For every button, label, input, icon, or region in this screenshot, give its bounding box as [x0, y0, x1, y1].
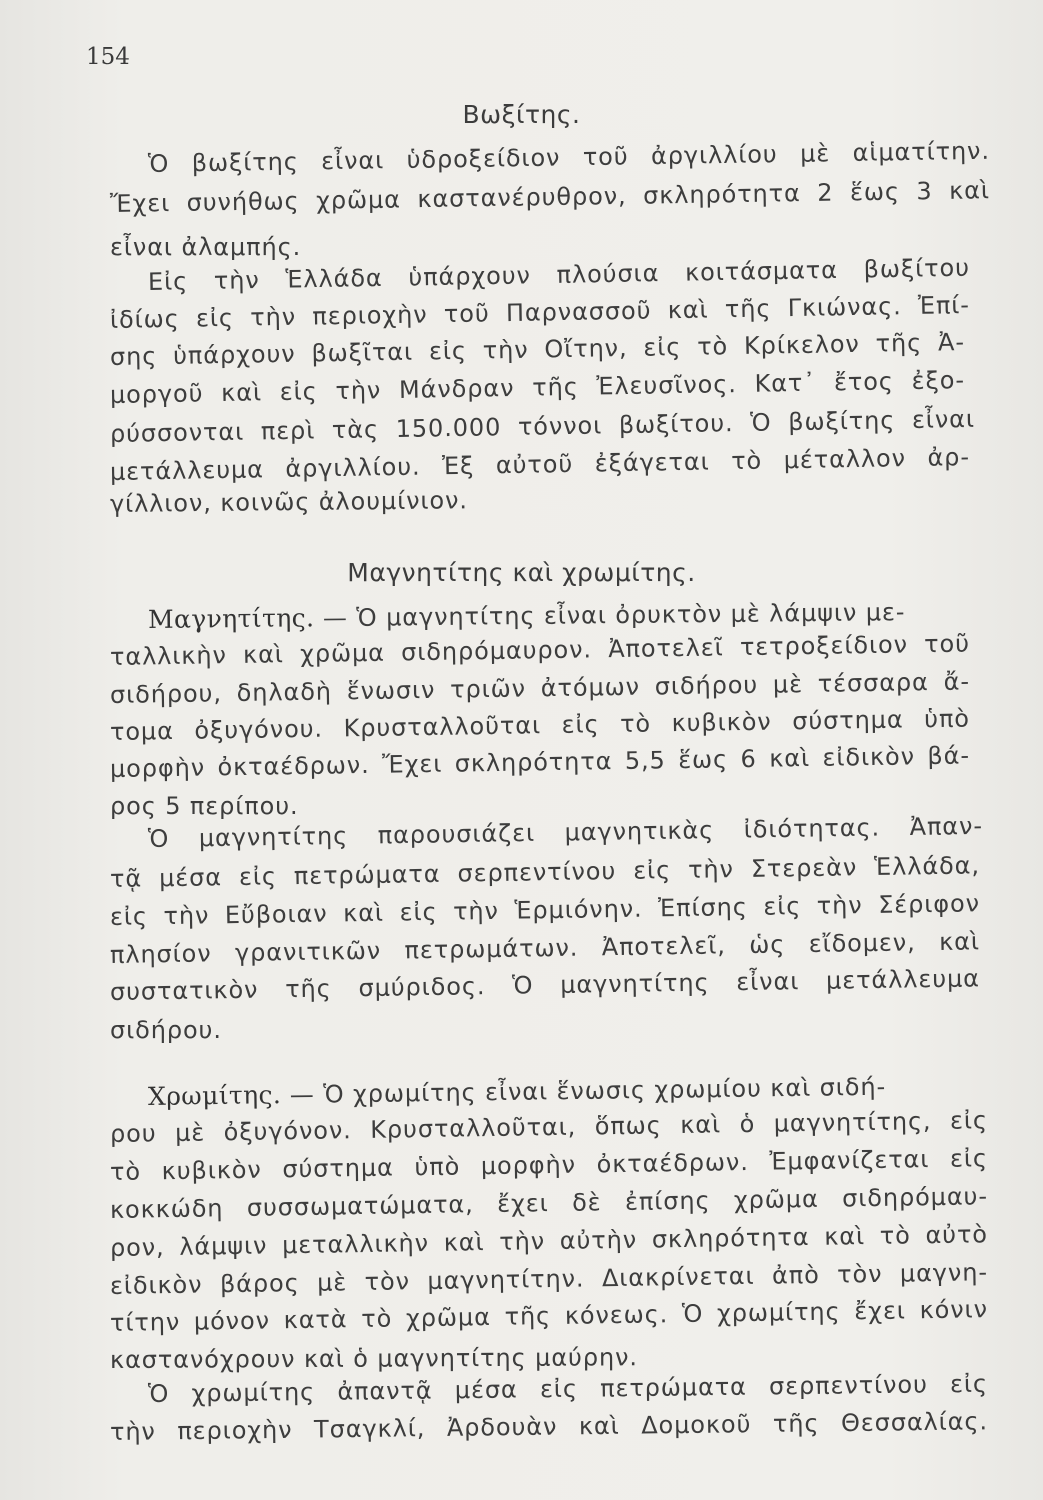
paragraph-line: Ὁ βωξίτης εἶναι ὑδροξείδιον τοῦ ἀργιλλίου μὲ αἱματίτην. — [147, 136, 991, 178]
section-heading-magnetite-chromite: Μαγνητίτης καὶ χρωμίτης. — [347, 558, 696, 587]
paragraph-line: Ὁ χρωμίτης ἀπαντᾷ μέσα εἰς πετρώματα σερπεντίνου εἰς — [147, 1369, 989, 1408]
paragraph-line: καστανόχρουν καὶ ὁ μαγνητίτης μαύρην. — [109, 1343, 638, 1374]
paragraph-line — [148, 596, 970, 634]
paragraph-line: Εἰς τὴν Ἑλλάδα ὑπάρχουν πλούσια κοιτάσματα βωξίτου — [147, 253, 971, 296]
paragraph-line: σης ὑπάρχουν βωξῖται εἰς τὴν Οἴτην, εἰς τὸ Κρίκελον τῆς Ἀ- — [109, 328, 966, 371]
paragraph-line: τομα ὀξυγόνου. Κρυσταλλοῦται εἰς τὸ κυβικὸν σύστημα ὑπὸ — [109, 704, 971, 746]
paragraph-line: ρος 5 περίπου. — [110, 792, 299, 820]
paragraph-line: μοργοῦ καὶ εἰς τὴν Μάνδραν τῆς Ἐλευσῖνος. Κατ᾿ ἔτος ἐξο- — [109, 366, 966, 409]
paragraph-line: σιδήρου, δηλαδὴ ἕνωσιν τριῶν ἀτόμων σιδήρου μὲ τέσσαρα ἄ- — [109, 667, 971, 709]
paragraph-line: ταλλικὴν καὶ χρῶμα σιδηρόμαυρον. Ἀποτελεῖ τετροξείδιον τοῦ — [109, 629, 971, 671]
paragraph-line: μετάλλευμα ἀργιλλίου. Ἐξ αὐτοῦ ἐξάγεται τὸ μέταλλον ἀρ- — [109, 442, 971, 486]
paragraph-line: ρον, λάμψιν μεταλλικὴν καὶ τὴν αὐτὴν σκληρότητα καὶ τὸ αὐτὸ — [109, 1220, 989, 1262]
paragraph-line: ρύσσονται περὶ τὰς 150.000 τόννοι βωξίτου. Ὁ βωξίτης εἶναι — [109, 404, 976, 448]
paragraph-line — [148, 1070, 985, 1111]
paragraph-line: τᾷ μέσα εἰς πετρώματα σερπεντίνου εἰς τὴν Στερεὰν Ἑλλάδα, — [109, 851, 981, 893]
paragraph-line: πλησίον γρανιτικῶν πετρωμάτων. Ἀποτελεῖ, ὡς εἴδομεν, καὶ — [109, 927, 981, 969]
paragraph-line: σιδήρου. — [110, 1016, 222, 1044]
paragraph-line: εἰδικὸν βάρος μὲ τὸν μαγνητίτην. Διακρίνεται ἀπὸ τὸν μαγνη- — [109, 1258, 989, 1300]
paragraph-line: κοκκώδη συσσωματώματα, ἔχει δὲ ἐπίσης χρῶμα σιδηρόμαυ- — [109, 1182, 989, 1224]
paragraph-line-rest: — Ὁ μαγνητίτης εἶναι ὀρυκτὸν μὲ λάμψιν με- — [314, 598, 906, 633]
paragraph-line: Ὁ μαγνητίτης παρουσιάζει μαγνητικὰς ἰδιότητας. Ἀπαν- — [147, 811, 984, 853]
paragraph-line: εἶναι ἀλαμπής. — [110, 233, 302, 261]
paragraph-line: γίλλιον, κοινῶς ἀλουμίνιον. — [109, 486, 469, 518]
paragraph-line: τὴν περιοχὴν Τσαγκλί, Ἀρδουὰν καὶ Δομοκοῦ τῆς Θεσσαλίας. — [109, 1407, 989, 1446]
paragraph-line: εἰς τὴν Εὔβοιαν καὶ εἰς τὴν Ἑρμιόνην. Ἐπίσης εἰς τὴν Σέριφον — [109, 889, 981, 931]
paragraph-line: τὸ κυβικὸν σύστημα ὑπὸ μορφὴν ὀκταέδρων. Ἐμφανίζεται εἰς — [109, 1144, 989, 1186]
page-number: 154 — [86, 44, 130, 70]
paragraph-line: συστατικὸν τῆς σμύριδος. Ὁ μαγνητίτης εἶναι μετάλλευμα — [109, 964, 981, 1006]
paragraph-line-rest: — Ὁ χρωμίτης εἶναι ἕνωσις χρωμίου καὶ σιδή- — [281, 1072, 887, 1110]
paragraph-line: ρου μὲ ὀξυγόνον. Κρυσταλλοῦται, ὅπως καὶ ὁ μαγνητίτης, εἰς — [109, 1106, 989, 1148]
paragraph-line: ἰδίως εἰς τὴν περιοχὴν τοῦ Παρνασσοῦ καὶ τῆς Γκιώνας. Ἐπί- — [109, 290, 971, 334]
paragraph-line: Ἔχει συνήθως χρῶμα καστανέρυθρον, σκληρότητα 2 ἕως 3 καὶ — [109, 176, 991, 218]
paragraph-line: μορφὴν ὀκταέδρων. Ἔχει σκληρότητα 5,5 ἕως 6 καὶ εἰδικὸν βά- — [109, 741, 971, 783]
subsection-title-magnetite: Μαγνητίτης. — [147, 603, 315, 634]
paragraph-line: τίτην μόνον κατὰ τὸ χρῶμα τῆς κόνεως. Ὁ χρωμίτης ἔχει κόνιν — [109, 1295, 989, 1337]
subsection-title-chromite: Χρωμίτης. — [147, 1080, 282, 1111]
section-heading-bauxite: Βωξίτης. — [462, 100, 581, 129]
